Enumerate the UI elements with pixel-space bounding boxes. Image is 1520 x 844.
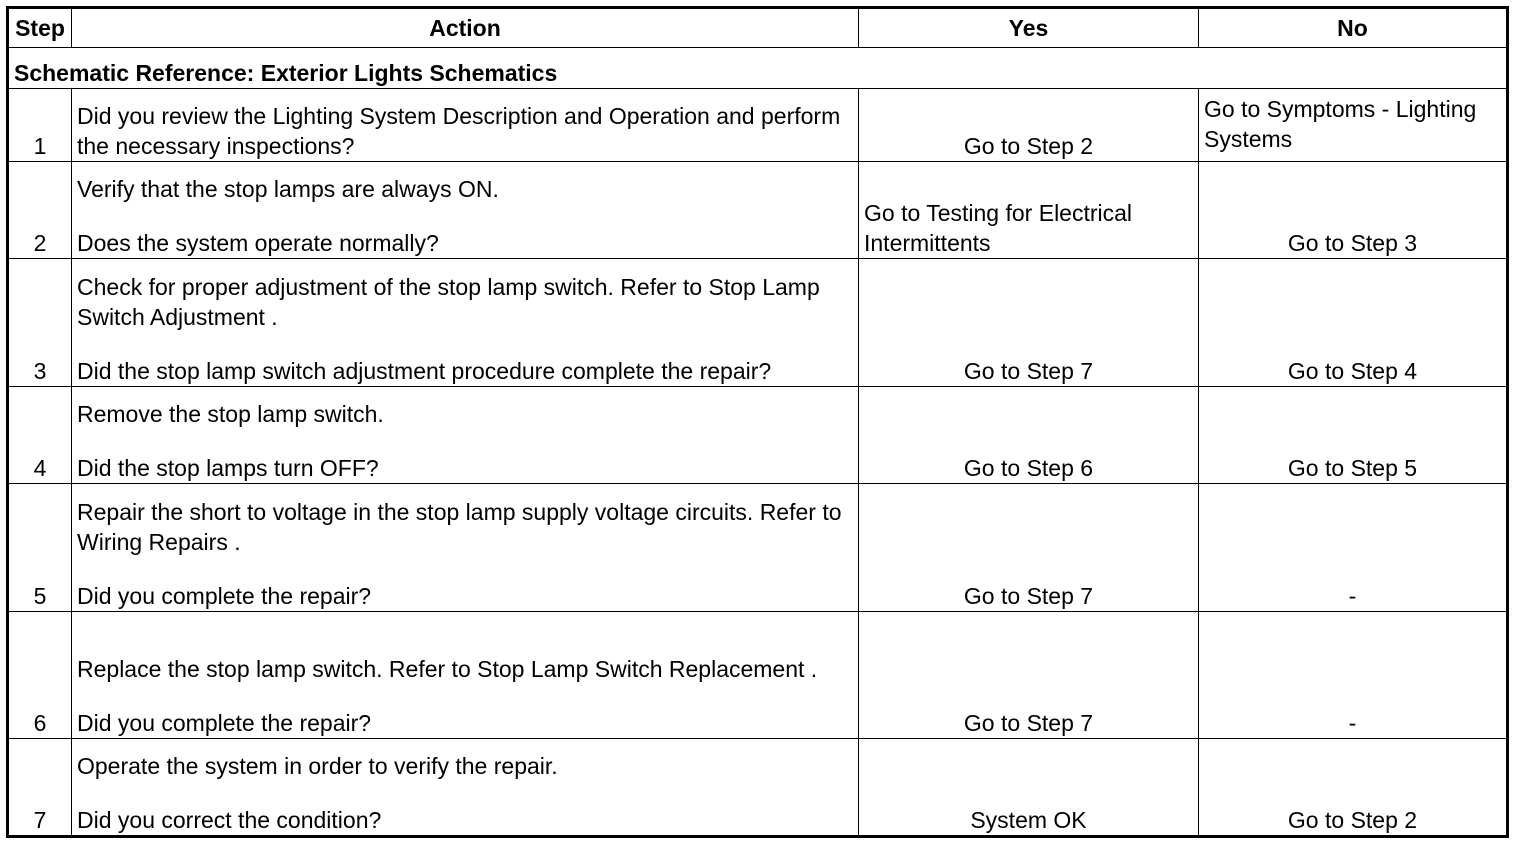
- step-number: 5: [8, 484, 72, 612]
- diagnostic-table: [6, 6, 1509, 838]
- step-number: 6: [8, 611, 72, 739]
- yes-cell: Go to Step 7: [859, 259, 1199, 387]
- action-question: Did the stop lamp switch adjustment procedure complete the repair?: [77, 357, 772, 384]
- table-row: [8, 484, 1508, 612]
- action-cell: [72, 89, 859, 161]
- table-row: [8, 161, 1508, 258]
- header-action: Action: [72, 8, 859, 48]
- step-number: 1: [8, 89, 72, 161]
- table-row: [8, 386, 1508, 483]
- action-instruction: Check for proper adjustment of the stop lamp switch. Refer to Stop Lamp Switch Adjustment .: [77, 273, 820, 330]
- yes-cell: Go to Step 6: [859, 386, 1199, 483]
- step-number: 2: [8, 161, 72, 258]
- no-cell: Go to Symptoms - Lighting Systems: [1199, 89, 1508, 161]
- action-cell: [72, 386, 859, 483]
- header-yes: Yes: [859, 8, 1199, 48]
- action-cell: [72, 161, 859, 258]
- action-question: Did you complete the repair?: [77, 710, 372, 737]
- schematic-row: [8, 48, 1508, 89]
- yes-cell: System OK: [859, 739, 1199, 837]
- yes-cell: Go to Step 7: [859, 484, 1199, 612]
- yes-cell: Go to Step 7: [859, 611, 1199, 739]
- action-instruction: Operate the system in order to verify the repair.: [77, 753, 558, 779]
- action-question: Did the stop lamps turn OFF?: [77, 455, 379, 482]
- table-row: [8, 259, 1508, 387]
- step-number: 7: [8, 739, 72, 837]
- action-cell: [72, 484, 859, 612]
- table-row: [8, 89, 1508, 161]
- header-no: No: [1199, 8, 1508, 48]
- action-cell: [72, 259, 859, 387]
- no-cell: Go to Step 3: [1199, 161, 1508, 258]
- no-cell: Go to Step 4: [1199, 259, 1508, 387]
- header-step: Step: [8, 8, 72, 48]
- step-number: 3: [8, 259, 72, 387]
- action-question: Did you correct the condition?: [77, 807, 382, 833]
- schematic-reference: Schematic Reference: Exterior Lights Schematics: [8, 48, 1508, 89]
- action-instruction: Verify that the stop lamps are always ON.: [77, 176, 499, 203]
- action-instruction: Repair the short to voltage in the stop lamp supply voltage circuits. Refer to Wiring Repairs .: [77, 498, 842, 555]
- table-row: [8, 739, 1508, 837]
- header-row: [8, 8, 1508, 48]
- action-question: Did you complete the repair?: [77, 582, 372, 609]
- yes-cell: Go to Step 2: [859, 89, 1199, 161]
- action-text: Did you review the Lighting System Description and Operation and perform the necessary inspections?: [77, 102, 841, 159]
- no-cell: -: [1199, 611, 1508, 739]
- no-cell: Go to Step 5: [1199, 386, 1508, 483]
- action-cell: [72, 611, 859, 739]
- no-cell: Go to Step 2: [1199, 739, 1508, 837]
- action-instruction: Replace the stop lamp switch. Refer to Stop Lamp Switch Replacement .: [77, 656, 818, 683]
- no-cell: -: [1199, 484, 1508, 612]
- step-number: 4: [8, 386, 72, 483]
- action-instruction: Remove the stop lamp switch.: [77, 401, 384, 428]
- yes-cell: Go to Testing for Electrical Intermittents: [859, 161, 1199, 258]
- action-cell: [72, 739, 859, 837]
- action-question: Does the system operate normally?: [77, 230, 439, 257]
- table-row: [8, 611, 1508, 739]
